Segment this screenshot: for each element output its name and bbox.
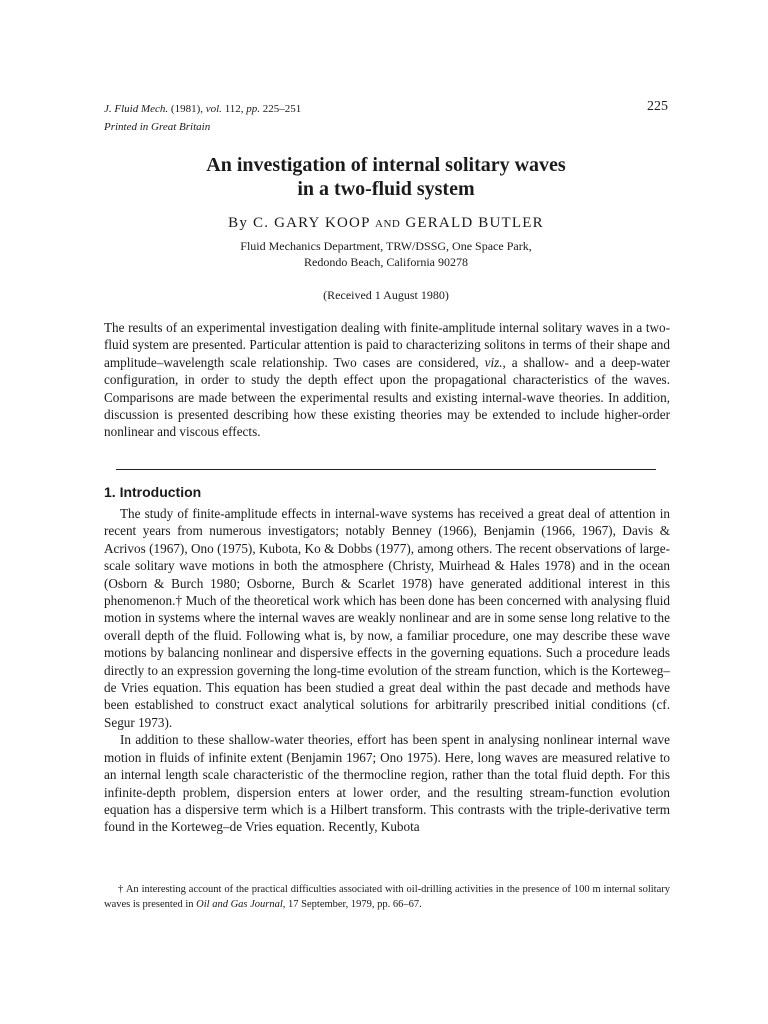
paragraph: In addition to these shallow-water theories, effort has been spent in analysing nonlinear internal wave motion in fluids of infinite extent (Benjamin 1967; Ono 1975). Here, long waves are measured relative to an internal length scale characteristic of the thermocline region, rather than the total fluid depth. For this infinite-depth problem, dispersion enters at lower order, and the resulting stream-function evolution equation has a dispersive term which is a Hilbert transform. This contrasts with the triple-derivative term found in the Korteweg–de Vries equation. Recently, Kubota xyxy=(104,732,670,835)
footnote-text-2: , 17 September, 1979, pp. 66–67. xyxy=(282,898,422,910)
author-line xyxy=(104,215,668,232)
affiliation xyxy=(104,238,668,270)
section-heading: 1. Introduction xyxy=(104,484,202,500)
title-line-1: An investigation of internal solitary waves xyxy=(206,154,566,176)
first-author: By C. GARY KOOP xyxy=(228,215,371,231)
abstract xyxy=(104,319,670,441)
pages-label: pp. xyxy=(246,103,261,115)
affiliation-line-2: Redondo Beach, California 90278 xyxy=(304,255,468,269)
footnote xyxy=(104,883,670,912)
abstract-text-2: , a shallow- and a deep-water configuration, in order to study the depth effect upon the propagational characteristics of the waves. Comparisons are made between the experimental results and existing internal-wave theories. In addition, discussion is presented describing how these existing theories may be extended to include higher-order nonlinear and viscous effects. xyxy=(104,354,671,440)
journal-year: (1981), xyxy=(170,103,203,115)
abstract-text-1: The results of an experimental investigation dealing with finite-amplitude internal solitary waves in a two-fluid system are presented. Particular attention is paid to characterizing solitons in terms of their shape and amplitude–wavelength scale relationship. Two cases are considered, xyxy=(104,320,670,370)
printed-in: Printed in Great Britain xyxy=(104,121,211,133)
page-number: 225 xyxy=(647,99,668,114)
author-conjunction: AND xyxy=(375,218,401,230)
abstract-viz: viz. xyxy=(484,354,503,370)
citation-line xyxy=(104,100,301,118)
journal-name: J. Fluid Mech. xyxy=(104,103,169,115)
journal-citation xyxy=(104,100,301,136)
paragraph: The study of finite-amplitude effects in internal-wave systems has received a great deal of attention in recent years from numerous investigators; notably Benney (1966), Benjamin (1966, 1967), Davis & Acrivos (1967), Ono (1975), Kubota, Ko & Dobbs (1977), among others. The recent observations of large-scale solitary wave motions in both the atmosphere (Christy, Muirhead & Hales 1978) and in the ocean (Osborn & Burch 1980; Osborne, Burch & Scarlet 1978) have generated additional interest in this phenomenon.† Much of the theoretical work which has been done has been concerned with analysing fluid motion in systems where the internal waves are weakly nonlinear and are in some sense long relative to the overall depth of the fluid. Following what is, by now, a familiar procedure, one may describe these wave motions by balancing nonlinear and dispersive effects in the governing equations. Such a procedure leads directly to an expression governing the long-time evolution of the stream function, which is the Korteweg–de Vries equation. This equation has been studied a great deal within the past decade and methods have been established to construct exact analytical solutions for arbitrarily prescribed initial conditions (cf. Segur 1973). xyxy=(104,506,670,730)
body-text xyxy=(104,505,670,836)
affiliation-line-1: Fluid Mechanics Department, TRW/DSSG, One Space Park, xyxy=(240,239,532,253)
received-date: (Received 1 August 1980) xyxy=(323,288,449,302)
journal-pages: 225–251 xyxy=(262,103,302,115)
volume-label: vol. xyxy=(205,103,222,115)
journal-volume: 112, xyxy=(224,103,244,115)
footnote-journal: Oil and Gas Journal xyxy=(196,898,283,910)
paper-title xyxy=(104,153,668,201)
abstract-divider xyxy=(116,469,656,470)
second-author: GERALD BUTLER xyxy=(405,215,544,231)
title-line-2: in a two-fluid system xyxy=(297,178,475,200)
footnote-text-1: † An interesting account of the practical difficulties associated with oil-drilling activities in the presence of 100 m internal solitary waves is presented in xyxy=(104,884,670,910)
